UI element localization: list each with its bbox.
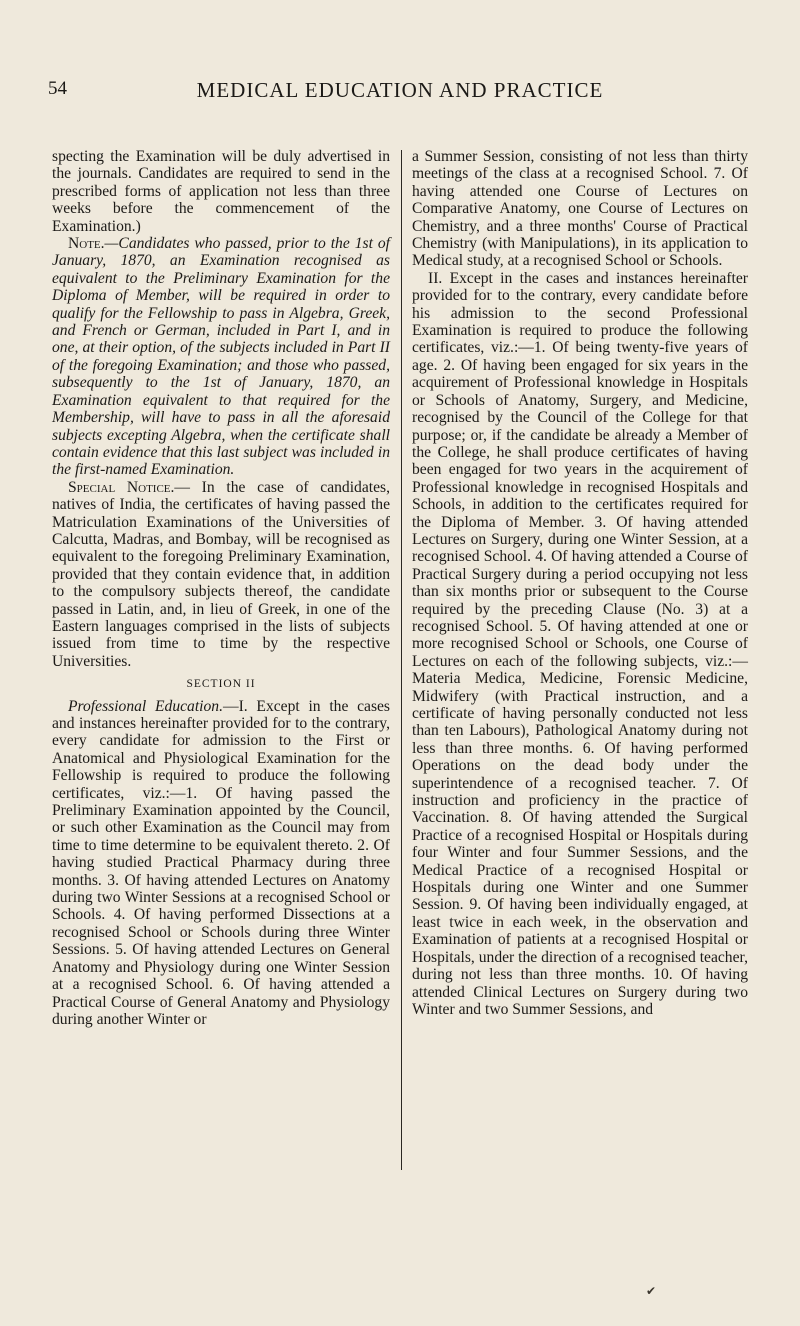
note-paragraph <box>52 235 390 479</box>
right-column <box>412 148 748 1018</box>
column-divider <box>401 150 402 1170</box>
special-notice-paragraph <box>52 479 390 670</box>
check-mark-icon: ✔ <box>646 1284 657 1298</box>
running-title: MEDICAL EDUCATION AND PRACTICE <box>196 78 604 102</box>
page-header <box>40 78 760 108</box>
left-column <box>52 148 390 1028</box>
paragraph-continuation-right: a Summer Session, consisting of not less than thirty meetings of the class at a recognised School. 7. Of having attended one Course of Lectures on Comparative Anatomy, one Course of Lectures on Chemistry, and a three months' Course of Practical Chemistry (with Manipulations), in its application to Medical study, at a recognised School or Schools. <box>412 148 748 270</box>
special-notice-label: Special Notice. <box>68 478 175 496</box>
professional-education-paragraph <box>52 698 390 1029</box>
section-ii-paragraph: II. Except in the cases and instances hereinafter provided for to the contrary, every candidate before his admission to the second Professional Examination is required to produce the following certificates, viz.:—1. Of being twenty-five years of age. 2. Of having been engaged for six years in the acquirement of Professional knowledge in Hospitals or Schools of Anatomy, Surgery, and Medicine, recognised by the Council of the College for that purpose; or, if the candidate be already a Member of the College, he shall produce certificates of having been engaged for two years in the acquirement of Professional knowledge in recognised Hospitals and Schools, in addition to the certificates required for the Diploma of Member. 3. Of having attended Lectures on Surgery, during one Winter Session, at a recognised School. 4. Of having attended a Course of Practical Surgery during a period occupying not less than six months prior or subsequent to the Course required by the preceding Clause (No. 3) at a recognised School. 5. Of having attended at one or more recognised School or Schools, one Course of Lectures on each of the following subjects, viz.:—Materia Medica, Medicine, Forensic Medicine, Midwifery (with Practical instruction, and a certificate of having personally conducted not less than ten Labours), Pathological Anatomy during not less than three months. 6. Of having performed Operations on the dead body under the superintendence of a recognised teacher. 7. Of instruction and proficiency in the practice of Vaccination. 8. Of having attended the Surgical Practice of a recognised Hospital or Hospitals during four Winter and four Summer Sessions, and the Medical Practice of a recognised Hospital or Hospitals during one Winter and one Summer Session. 9. Of having been individually engaged, at least twice in each week, in the observation and Examination of patients at a recognised Hospital or Hospitals, under the direction of a recognised teacher, during not less than three months. 10. Of having attended Clinical Lectures on Surgery during two Winter and two Summer Sessions, and <box>412 269 748 1018</box>
note-label: Note. <box>68 235 105 253</box>
note-text: —Candidates who passed, prior to the 1st of January, 1870, an Examination recognised as equivalent to the Preliminary Examination for the Diploma of Member, will be required in order to qualify for the Fellowship to pass in Algebra, Greek, and French or German, included in Part I, and in one, at their option, of the subjects included in Part II of the foregoing Examination; and those who passed, subsequently to the 1st of January, 1870, an Examination equivalent to that required for the Membership, will have to pass in all the aforesaid subjects excepting Algebra, when the certificate shall contain evidence that this last subject was included in the first-named Examination. <box>52 235 390 479</box>
page-number: 54 <box>48 78 67 99</box>
paragraph-continuation: specting the Examination will be duly advertised in the journals. Candidates are required to send in the prescribed forms of application not less than three weeks before the commencement of the Examination.) <box>52 148 390 235</box>
section-title: SECTION II <box>186 678 256 691</box>
professional-education-text: —I. Except in the cases and instances hereinafter provided for to the contrary, every candidate for admission to the First or Anatomical and Physiological Examination for the Fellowship is required to produce the following certificates, viz.:—1. Of having passed the Preliminary Examination appointed by the Council, or such other Examination as the Council may from time to time determine to be equivalent thereto. 2. Of having studied Practical Pharmacy during three months. 3. Of having attended Lectures on Anatomy during two Winter Sessions at a recognised School or Schools. 4. Of having performed Dissections at a recognised School or Schools during three Winter Sessions. 5. Of having attended Lectures on General Anatomy and Physiology during one Winter Session at a recognised School. 6. Of having attended a Practical Course of General Anatomy and Physiology during another Winter or <box>52 697 391 1028</box>
professional-education-label: Professional Education. <box>68 697 223 715</box>
special-notice-text: — In the case of candidates, natives of India, the certificates of having passed the Matriculation Examinations of the Universities of Calcutta, Madras, and Bombay, will be recognised as equivalent to the foregoing Preliminary Examination, provided that they contain evidence that, in addition to the compulsory subjects thereof, the candidate passed in Latin, and, in lieu of Greek, in one of the Eastern languages comprised in the lists of subjects issued from time to time by the respective Universities. <box>52 478 390 670</box>
